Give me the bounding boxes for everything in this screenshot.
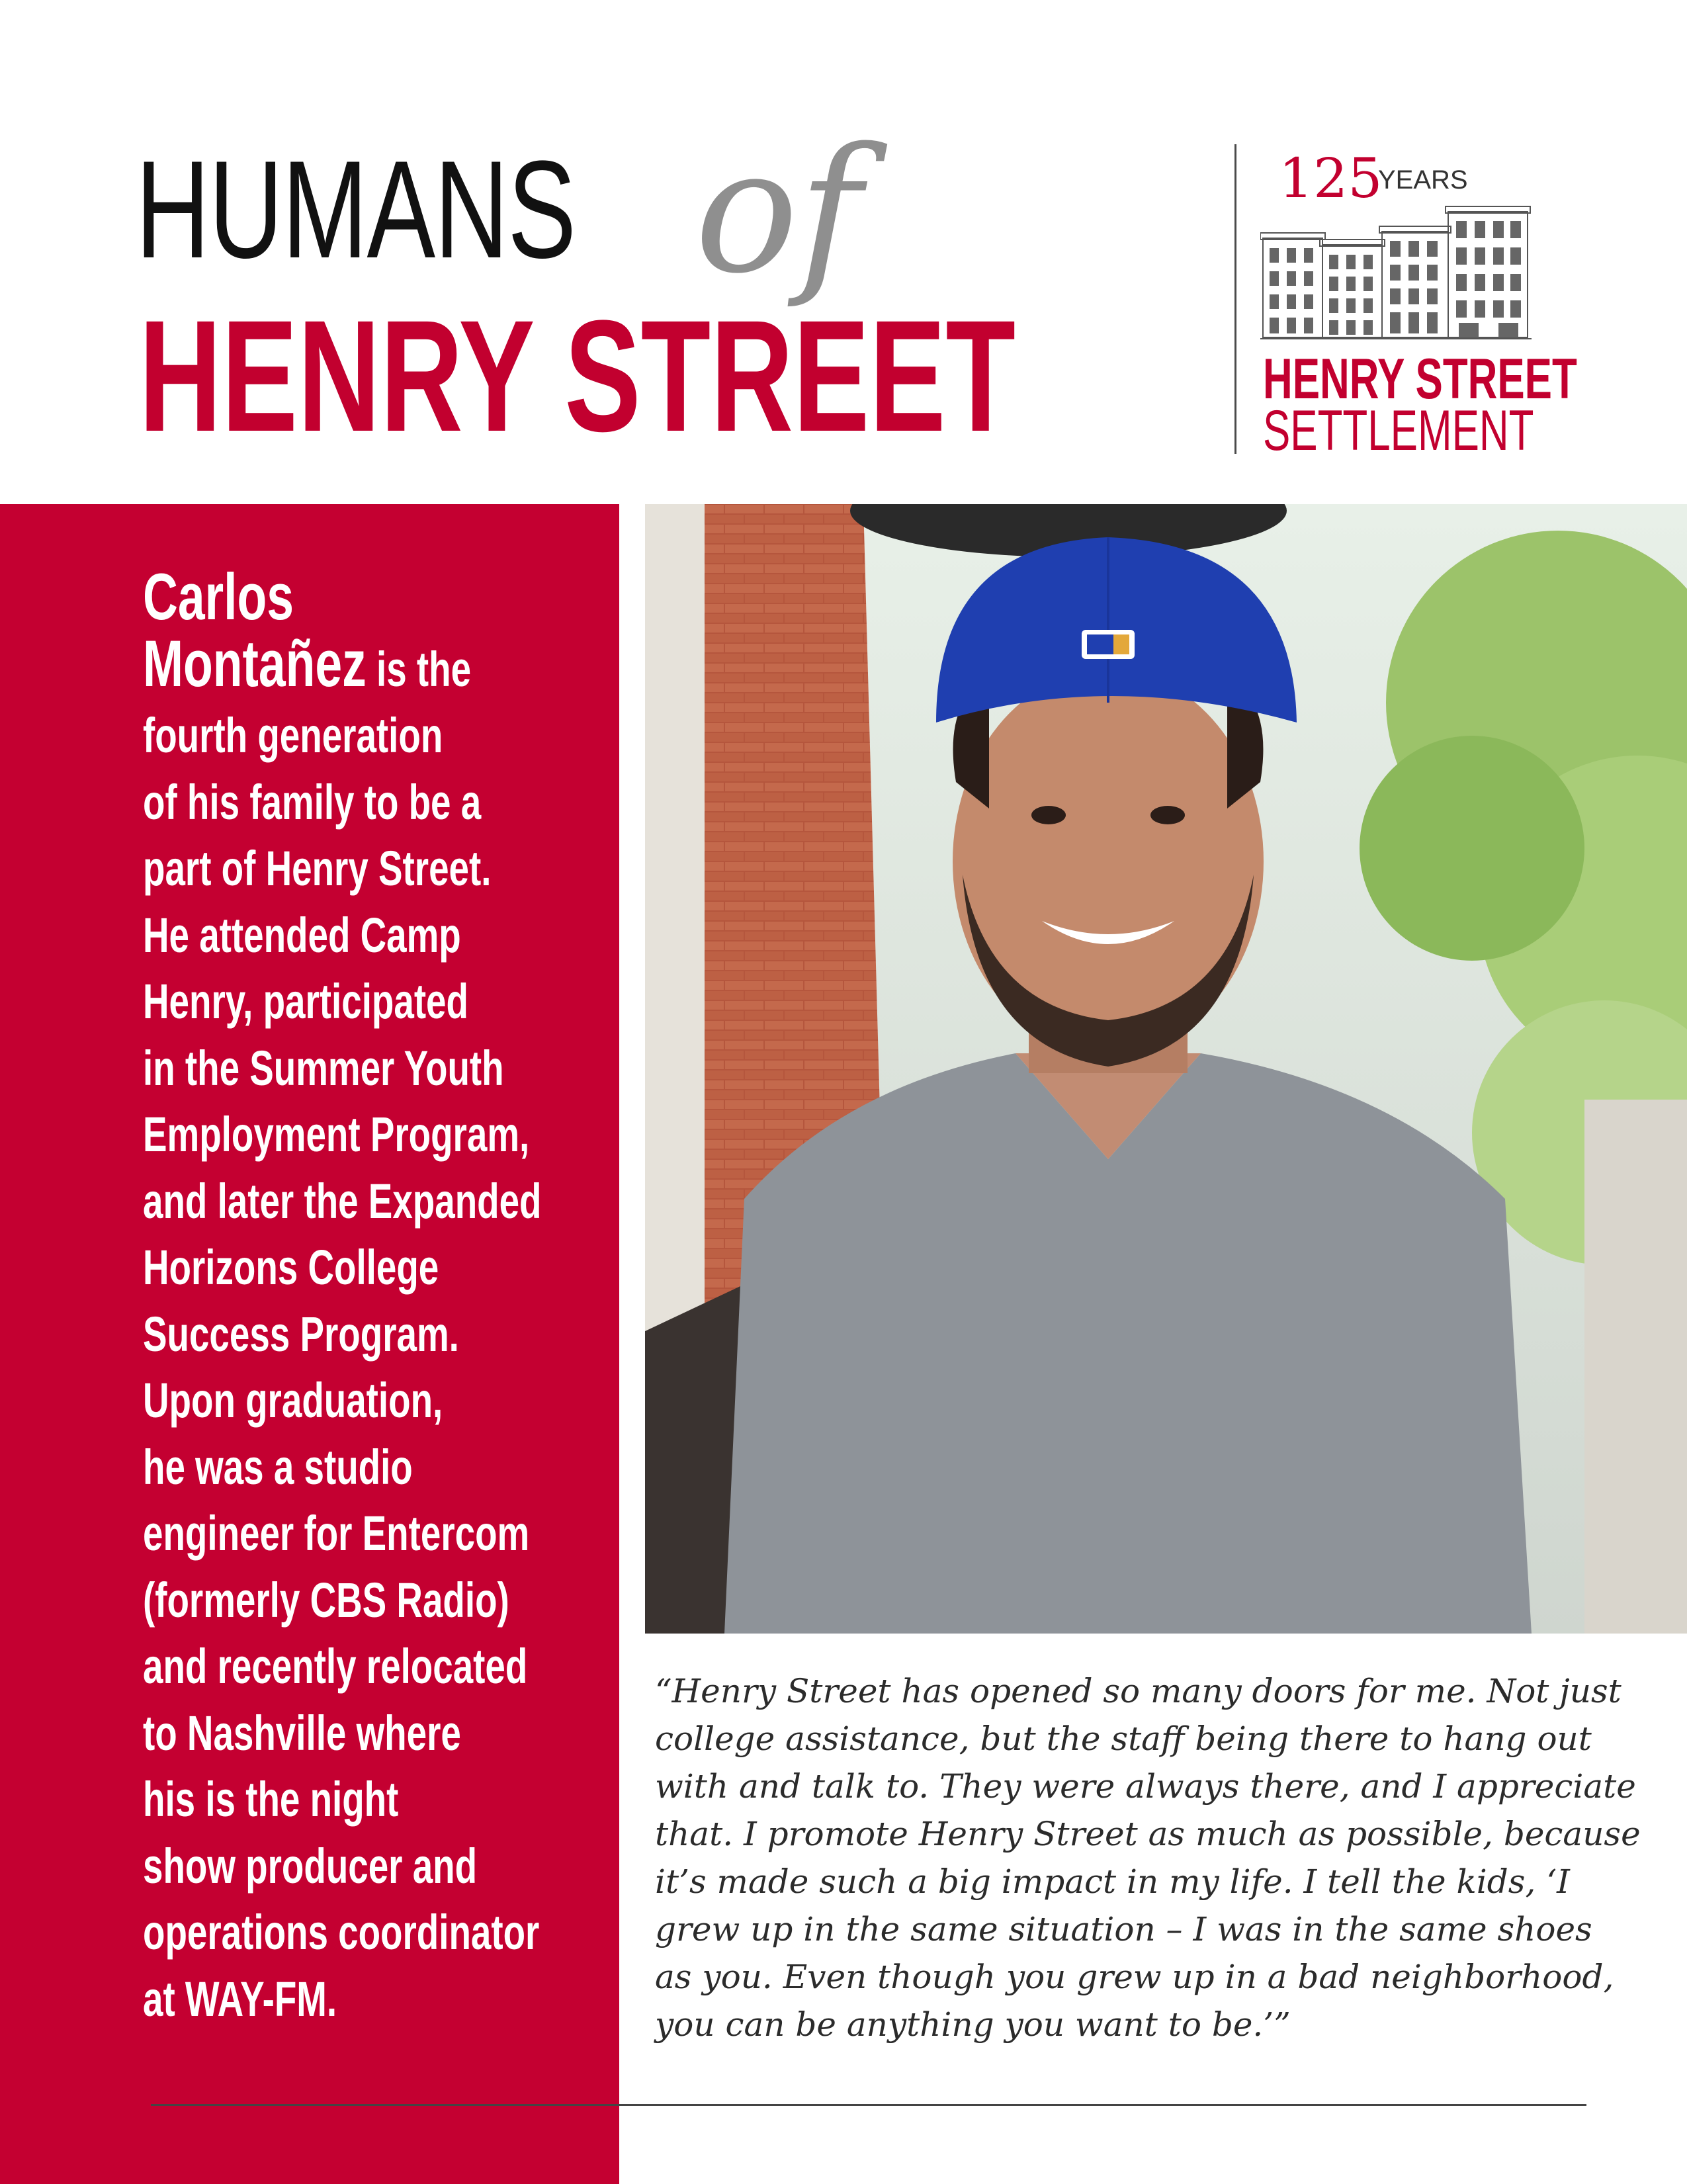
logo-org-name-line1: HENRY STREET [1263, 347, 1577, 411]
title-humans: HUMANS [136, 132, 576, 287]
quote-line: college assistance, but the staff being there to hang out [655, 1720, 1592, 1758]
bio-line: and later the Expanded [143, 1173, 542, 1229]
portrait-photo [645, 504, 1687, 1634]
bio-line: Upon graduation, [143, 1373, 443, 1428]
quote-line: as you. Even though you grew up in a bad neighborhood, [655, 1958, 1614, 1996]
bio-line: and recently relocated [143, 1639, 528, 1694]
portrait-illustration [645, 504, 1687, 1634]
anniversary-number: 125 [1279, 148, 1383, 210]
bio-line: he was a studio [143, 1439, 413, 1495]
bio-text [143, 560, 542, 2032]
bio-line: engineer for Entercom [143, 1506, 530, 1561]
logo-divider [1234, 144, 1236, 454]
bio-line: fourth generation [143, 708, 443, 763]
bio-line: at WAY-FM. [143, 1971, 337, 2027]
bio-line: He attended Camp [143, 907, 461, 963]
buildings-icon [1260, 198, 1532, 344]
bio-line: (formerly CBS Radio) [143, 1572, 509, 1628]
bio-line: Employment Program, [143, 1107, 530, 1162]
bio-line: in the Summer Youth [143, 1040, 504, 1096]
bio-line: Henry, participated [143, 974, 468, 1029]
bottom-rule [151, 2104, 1586, 2106]
bio-line: show producer and [143, 1838, 478, 1894]
quote-line: you can be anything you want to be.’” [655, 2005, 1291, 2044]
bio-line: Success Program. [143, 1306, 459, 1362]
title-of: of [695, 112, 862, 312]
logo-org-name-line2: SETTLEMENT [1263, 399, 1534, 462]
quote [655, 1667, 1641, 2048]
quote-line: that. I promote Henry Street as much as possible, because [655, 1815, 1641, 1853]
quote-line: it’s made such a big impact in my life. I tell the kids, ‘I [655, 1862, 1570, 1901]
henry-street-settlement-logo [1260, 148, 1577, 463]
bio-name-last: Montañez [143, 626, 367, 700]
quote-line: “Henry Street has opened so many doors for me. Not just [655, 1672, 1622, 1710]
bio-line: part of Henry Street. [143, 841, 492, 896]
bio-name-first: Carlos [143, 560, 294, 633]
quote-line: grew up in the same situation – I was in the same shoes [655, 1910, 1592, 1948]
quote-line: with and talk to. They were always there, and I appreciate [655, 1767, 1636, 1806]
bio-line: his is the night [143, 1772, 399, 1827]
anniversary-label: YEARS [1378, 165, 1468, 195]
bio-line: operations coordinator [143, 1905, 540, 1960]
bio-line: Horizons College [143, 1240, 439, 1295]
bio-line: of his family to be a [143, 774, 482, 830]
bio-line: to Nashville where [143, 1705, 461, 1761]
title-henry-street: HENRY STREET [139, 287, 1016, 464]
bio-line: is the [366, 641, 472, 697]
